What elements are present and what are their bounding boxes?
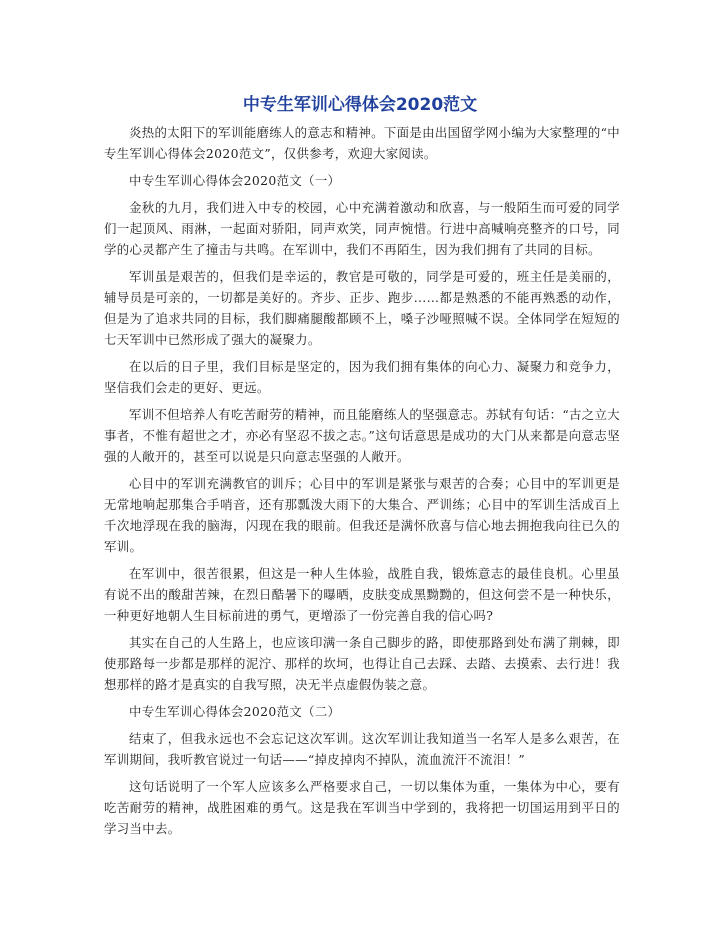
paragraph: 军训不但培养人有吃苦耐劳的精神，而且能磨练人的坚强意志。苏轼有句话：“古之立大事者，不惟有超世之才，亦必有坚忍不拔之志。”这句话意思是成功的大门从来都是向意志坚强的人敞开的，甚至可以说是只向意志坚强的人敞开。 xyxy=(104,407,620,464)
paragraph: 其实在自己的人生路上，也应该印满一条自己脚步的路，即使那路到处布满了荆棘，即使那路每一步都是那样的泥泞、那样的坎坷，也得让自己去踩、去踏、去摸索、去行进！我想那样的路才是真实的自我写照，决无半点虚假伪装之意。 xyxy=(104,635,620,692)
intro-paragraph: 炎热的太阳下的军训能磨练人的意志和精神。下面是由出国留学网小编为大家整理的“中专生军训心得体会2020范文”，仅供参考，欢迎大家阅读。 xyxy=(104,125,620,161)
document-body xyxy=(104,122,620,845)
paragraph: 金秋的九月，我们进入中专的校园，心中充满着激动和欣喜，与一般陌生而可爱的同学们一起顶风、雨淋，一起面对骄阳，同声欢笑，同声惋惜。行进中高喊响亮整齐的口号，同学的心灵都产生了撞击与共鸣。在军训中，我们不再陌生，因为我们拥有了共同的目标。 xyxy=(104,200,620,257)
paragraph: 在军训中，很苦很累，但这是一种人生体验，战胜自我，锻炼意志的最佳良机。心里虽有说不出的酸甜苦辣，在烈日酷暑下的曝晒，皮肤变成黑黝黝的，但这何尝不是一种快乐，一种更好地朝人生目标前进的勇气，更增添了一份完善自我的信心吗? xyxy=(104,566,620,623)
paragraph: 在以后的日子里，我们目标是坚定的，因为我们拥有集体的向心力、凝聚力和竞争力，坚信我们会走的更好、更远。 xyxy=(104,359,620,395)
section-1-heading: 中专生军训心得体会2020范文（一） xyxy=(129,173,341,188)
paragraph: 这句话说明了一个军人应该多么严格要求自己，一切以集体为重，一集体为中心，要有吃苦耐劳的精神，战胜困难的勇气。这是我在军训当中学到的，我将把一切国运用到平日的学习当中去。 xyxy=(104,779,620,836)
section-2-heading: 中专生军训心得体会2020范文（二） xyxy=(129,704,341,719)
document-title: 中专生军训心得体会2020范文 xyxy=(242,95,478,115)
paragraph: 心目中的军训充满教官的训斥；心目中的军训是紧张与艰苦的合奏；心目中的军训更是无常地响起那集合手哨音，还有那瓢泼大雨下的大集合、严训练；心目中的军训生活成百上千次地浮现在我的脑海，闪现在我的眼前。但我还是满怀欣喜与信心地去拥抱我向往已久的军训。 xyxy=(104,476,620,554)
paragraph: 结束了，但我永远也不会忘记这次军训。这次军训让我知道当一名军人是多么艰苦，在军训期间，我听教官说过一句话——“掉皮掉肉不掉队，流血流汗不流泪！” xyxy=(104,731,620,767)
paragraph: 军训虽是艰苦的，但我们是幸运的，教官是可敬的，同学是可爱的，班主任是美丽的，辅导员是可亲的，一切都是美好的。齐步、正步、跑步...…都是熟悉的不能再熟悉的动作，但是为了追求共同的目标，我们脚痛腿酸都顾不上，嗓子沙哑照喊不误。全体同学在短短的七天军训中已然形成了强大的凝聚力。 xyxy=(104,269,620,347)
